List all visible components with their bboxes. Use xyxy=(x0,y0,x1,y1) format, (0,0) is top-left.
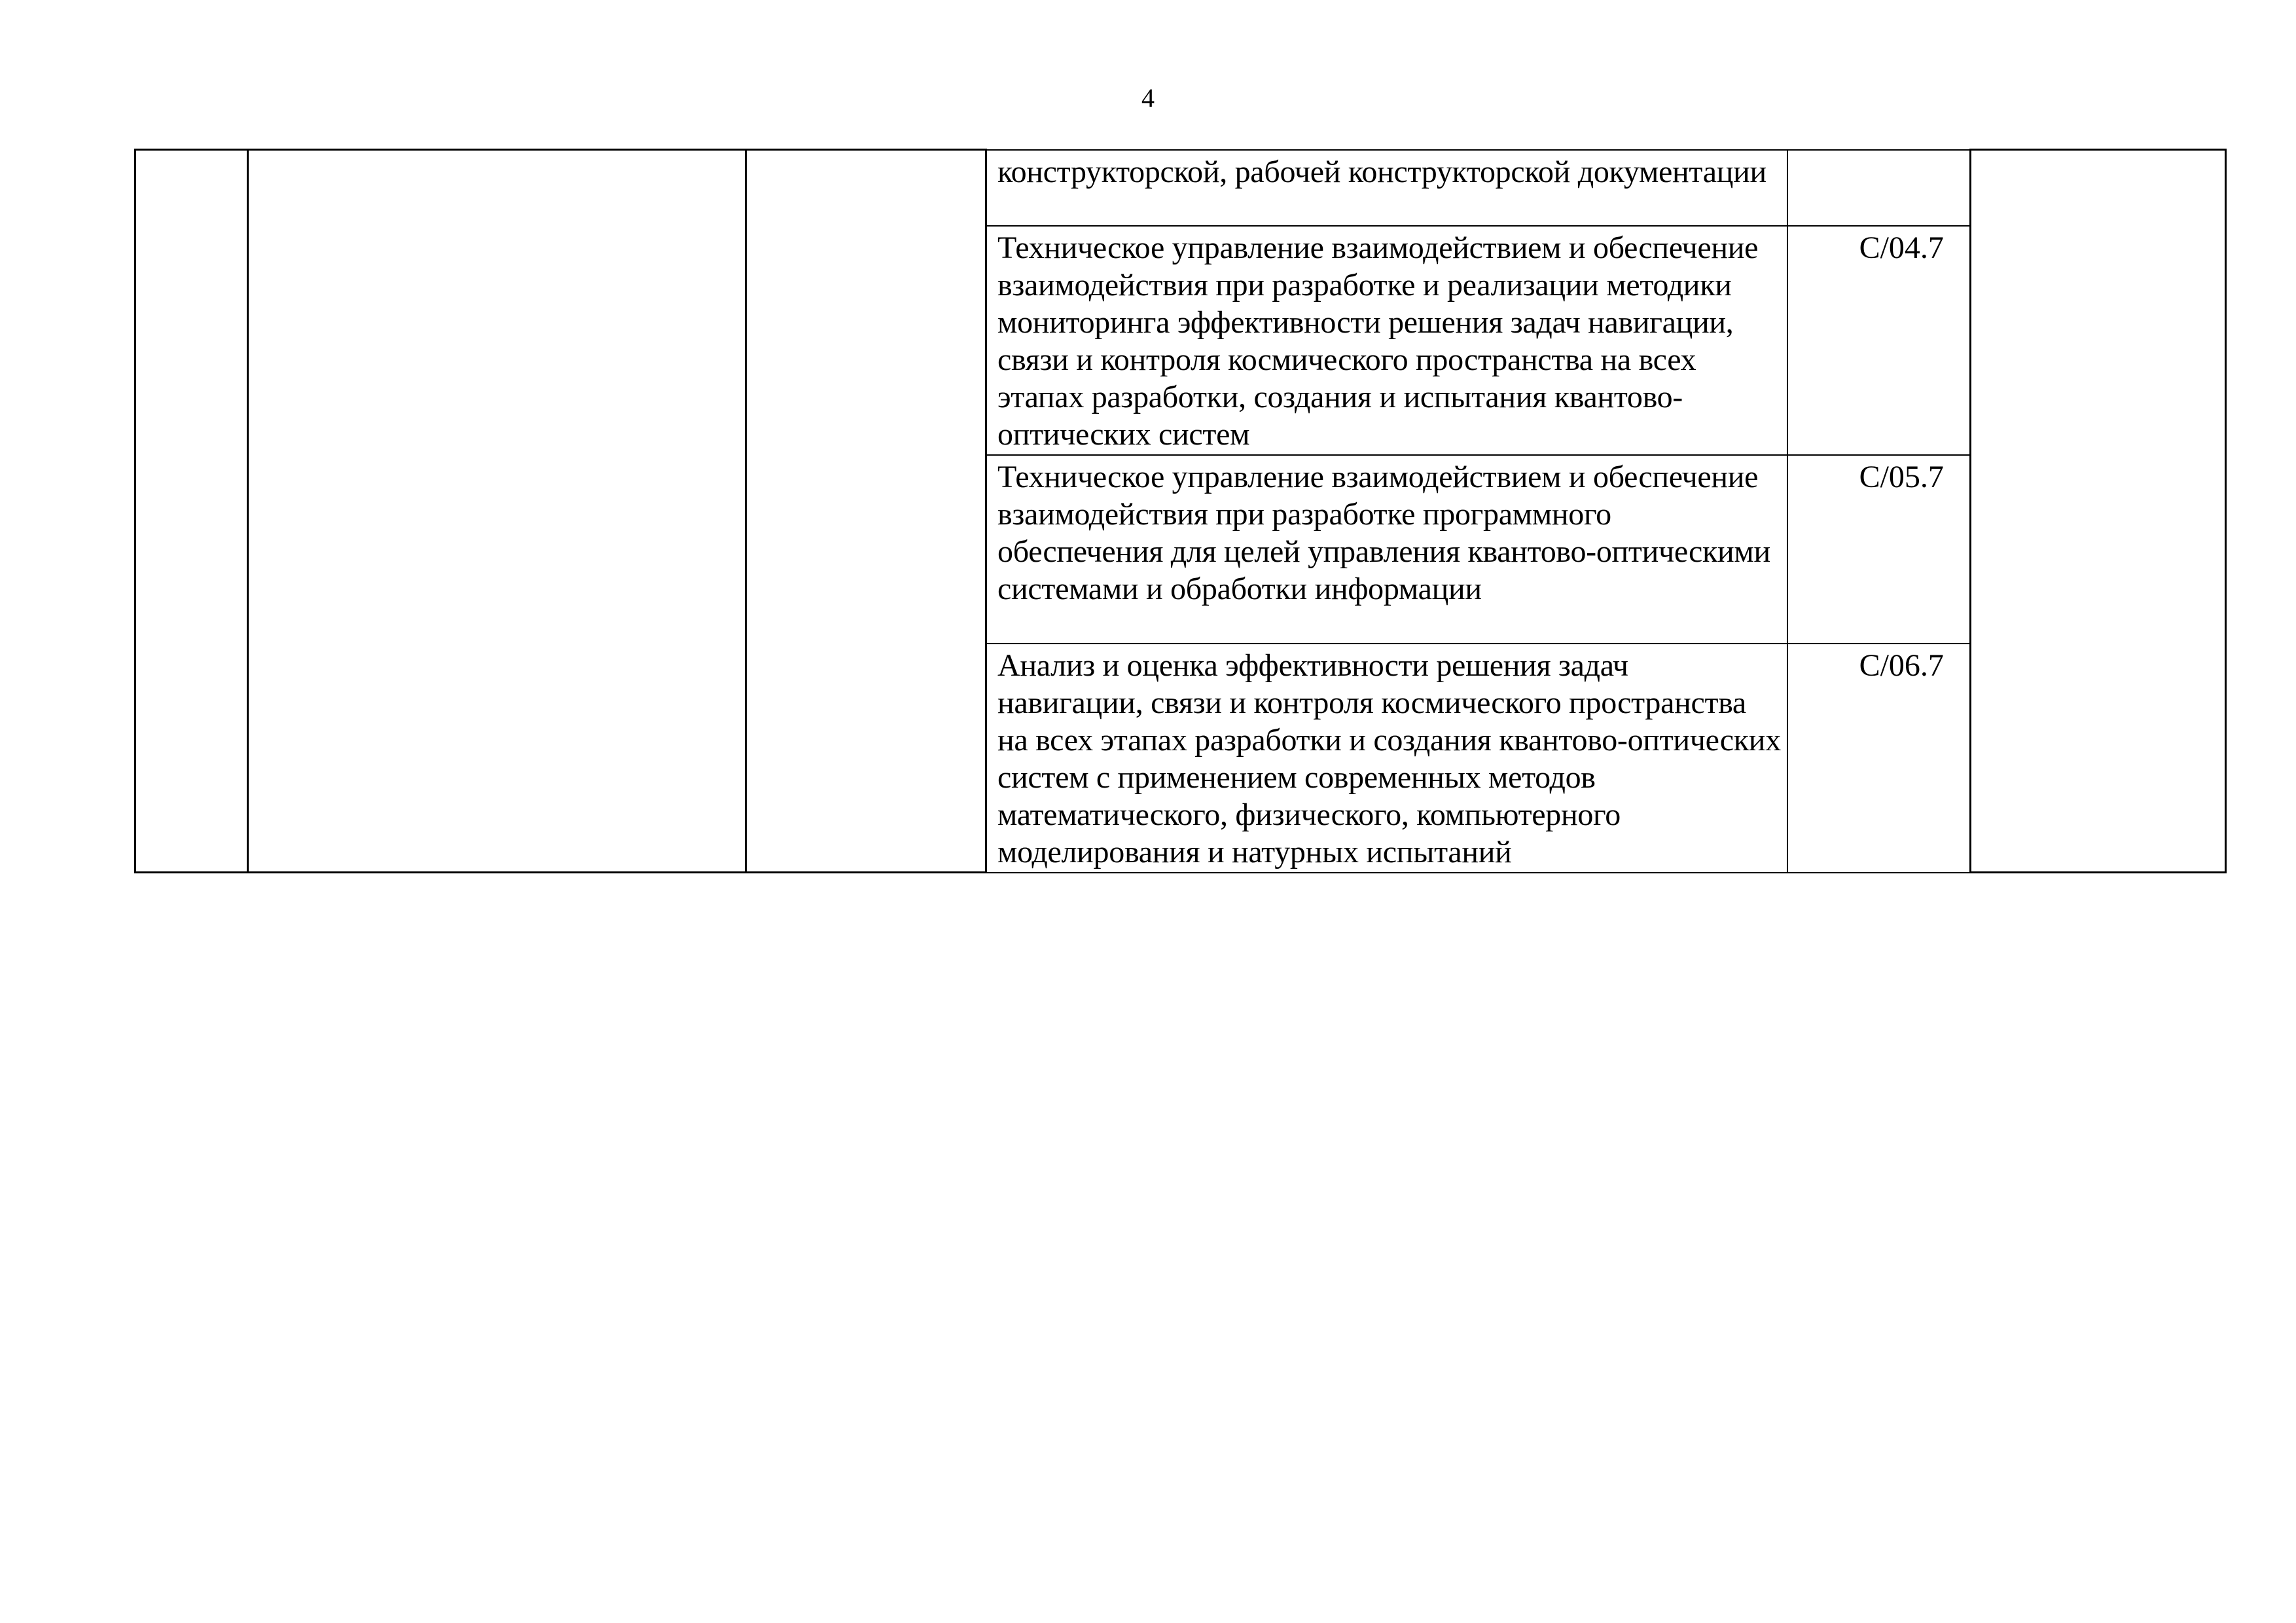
table-row xyxy=(135,150,2226,226)
function-code xyxy=(1787,150,1971,226)
function-description: Техническое управление взаимодействием и обеспечение взаимодействия при разработке программного обеспечения для целей управления квантово-оптическими системами и обработки информации xyxy=(986,455,1787,644)
function-description: Техническое управление взаимодействием и обеспечение взаимодействия при разработке и реализации методики мониторинга эффективности решения задач навигации, связи и контроля космического пространства на всех этапах разработки, создания и испытания квантово-оптических систем xyxy=(986,226,1787,455)
empty-cell-col1 xyxy=(135,150,248,873)
empty-cell-col2 xyxy=(248,150,746,873)
function-code: C/06.7 xyxy=(1787,644,1971,873)
page-number: 4 xyxy=(1141,83,1155,113)
function-description: конструкторской, рабочей конструкторской документации xyxy=(986,150,1787,226)
competency-table xyxy=(134,149,2227,873)
function-code: C/04.7 xyxy=(1787,226,1971,455)
function-description: Анализ и оценка эффективности решения задач навигации, связи и контроля космического пространства на всех этапах разработки и создания квантово-оптических систем с применением современных методов математического, физического, компьютерного моделирования и натурных испытаний xyxy=(986,644,1787,873)
empty-cell-col6 xyxy=(1971,150,2226,873)
empty-cell-col3 xyxy=(746,150,986,873)
function-code: C/05.7 xyxy=(1787,455,1971,644)
